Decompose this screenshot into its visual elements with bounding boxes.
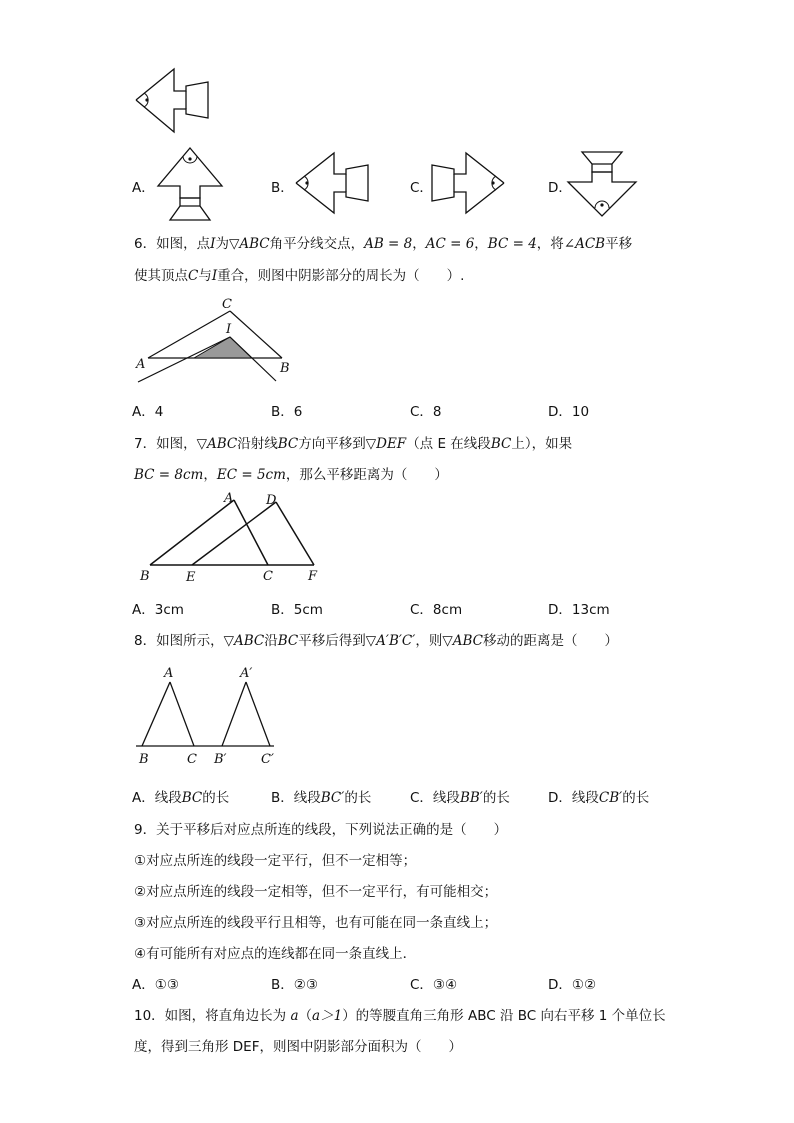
q6-option-c[interactable]: C．8	[410, 404, 442, 420]
q9-statement-1: ①对应点所连的线段一定平行，但不一定相等；	[134, 853, 417, 869]
q6-option-d[interactable]: D．10	[548, 404, 590, 420]
q7-label-a: A	[224, 491, 234, 506]
q9-option-d[interactable]: D．①②	[548, 977, 597, 993]
q9-stem: 9．关于平移后对应点所连的线段，下列说法正确的是（ ）	[134, 822, 508, 838]
q8-label-c: C	[187, 752, 197, 767]
q9-statement-3: ③对应点所连的线段平行且相等，也有可能在同一条直线上；	[134, 915, 498, 931]
q5-option-a-label: A．	[132, 180, 155, 196]
q5-option-a-figure	[158, 146, 222, 220]
q8-option-a[interactable]: A．线段BC的长	[132, 790, 230, 806]
q7-label-b: B	[140, 569, 150, 584]
q7-figure	[138, 490, 328, 585]
q8-label-b-prime: B′	[214, 752, 227, 767]
q7-label-d: D	[266, 493, 277, 508]
q9-option-c[interactable]: C．③④	[410, 977, 458, 993]
q8-label-a-prime: A′	[240, 666, 253, 681]
q5-option-b-label: B．	[271, 180, 294, 196]
q9-statement-4: ④有可能所有对应点的连线都在同一条直线上．	[134, 946, 417, 962]
q6-figure	[134, 296, 304, 376]
q10-stem-line2: 度，得到三角形 DEF，则图中阴影部分面积为（ ）	[134, 1039, 462, 1055]
q6-label-a: A	[136, 357, 146, 372]
q6-option-a[interactable]: A．4	[132, 404, 164, 420]
q9-statement-2: ②对应点所连的线段一定相等，但不一定平行，有可能相交；	[134, 884, 498, 900]
q7-stem-line2: BC = 8cm，EC = 5cm，那么平移距离为（ ）	[134, 467, 448, 483]
q8-option-c[interactable]: C．线段BB′的长	[410, 790, 510, 806]
q7-label-c: C	[263, 569, 273, 584]
q8-label-b: B	[139, 752, 149, 767]
q5-option-d-figure	[572, 150, 638, 218]
q6-label-c: C	[222, 297, 232, 312]
q8-option-b[interactable]: B．线段BC′的长	[271, 790, 372, 806]
q6-option-b[interactable]: B．6	[271, 404, 303, 420]
q9-option-b[interactable]: B．②③	[271, 977, 318, 993]
q6-stem-line1: 6．如图，点I为▽ABC角平分线交点，AB = 8，AC = 6，BC = 4，将∠ACB平移	[134, 236, 633, 252]
q8-stem: 8．如图所示，▽ABC沿BC平移后得到▽A′B′C′，则▽ABC移动的距离是（ ）	[134, 633, 618, 649]
q6-label-b: B	[280, 361, 290, 376]
q10-stem-line1: 10．如图，将直角边长为 a（a＞1）的等腰直角三角形 ABC 沿 BC 向右平移 1 个单位长	[134, 1008, 666, 1024]
q7-option-b[interactable]: B．5cm	[271, 602, 323, 618]
q6-label-i: I	[226, 322, 232, 337]
q9-option-a[interactable]: A．①③	[132, 977, 179, 993]
q5-option-c-figure	[430, 150, 508, 216]
q7-option-d[interactable]: D．13cm	[548, 602, 610, 618]
q7-label-e: E	[186, 570, 196, 585]
q7-stem-line1: 7．如图，▽ABC沿射线BC方向平移到▽DEF（点 E 在线段BC上），如果	[134, 436, 573, 452]
q8-option-d[interactable]: D．线段CB′的长	[548, 790, 650, 806]
q5-original-fish-figure	[134, 66, 214, 136]
q7-option-a[interactable]: A．3cm	[132, 602, 184, 618]
q5-option-c-label: C．	[410, 180, 433, 196]
q7-option-c[interactable]: C．8cm	[410, 602, 463, 618]
q7-label-f: F	[308, 569, 318, 584]
q8-figure	[136, 662, 296, 772]
q5-option-b-figure	[294, 150, 372, 216]
q8-label-a: A	[164, 666, 174, 681]
q8-label-c-prime: C′	[261, 752, 274, 767]
q5-option-d-label: D．	[548, 180, 572, 196]
q6-stem-line2: 使其顶点C与I重合，则图中阴影部分的周长为（ ）.	[134, 268, 465, 284]
